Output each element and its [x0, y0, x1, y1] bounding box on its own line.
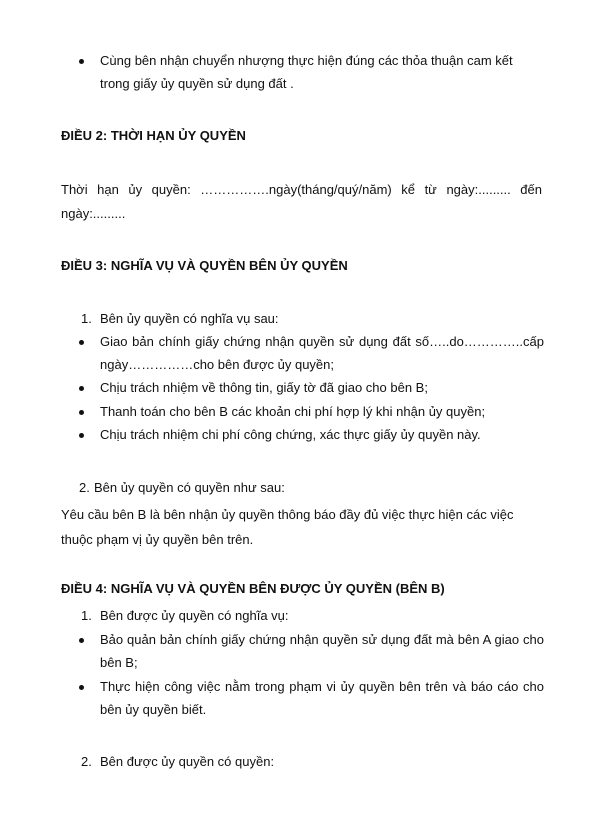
- item-text: Bên được ủy quyền có quyền:: [100, 754, 275, 769]
- article-4-item-2: [81, 751, 274, 773]
- bullet-text: Thanh toán cho bên B các khoản chi phí hợp lý khi nhận ủy quyền;: [100, 404, 486, 419]
- item-text: Bên ủy quyền có quyền như sau:: [94, 480, 285, 495]
- article-3-rights-text: Yêu cầu bên B là bên nhận ủy quyền thông báo đầy đủ việc thực hiện các việc thuộc phạm vị ủy quyền bên trên.: [61, 507, 514, 547]
- intro-bullet-text: Cùng bên nhận chuyển nhượng thực hiện đúng các thỏa thuận cam kết trong giấy ủy quyền sử dụng đất .: [100, 53, 513, 91]
- article-3-bullet-2: [79, 376, 544, 399]
- article-2-line-1: Thời hạn ủy quyền: …………….ngày(tháng/quý/năm) kể từ ngày:......... đến: [61, 182, 542, 197]
- article-4-item-1: [81, 605, 289, 627]
- article-2-heading: ĐIỀU 2: THỜI HẠN ỦY QUYỀN: [61, 128, 246, 143]
- bullet-text: Giao bản chính giấy chứng nhận quyền sử dụng đất số…..do…………..cấp ngày……………cho bên được ủy quyền;: [100, 334, 544, 372]
- article-3-item-2: [79, 477, 285, 499]
- article-4-heading: ĐIỀU 4: NGHĨA VỤ VÀ QUYỀN BÊN ĐƯỢC ỦY QUYỀN (BÊN B): [61, 581, 445, 596]
- bullet-dot-icon: [79, 410, 84, 415]
- bullet-dot-icon: [79, 638, 84, 643]
- intro-bullet: [79, 49, 544, 95]
- article-2-line-2: ngày:.........: [61, 206, 126, 221]
- article-3-bullet-4: [79, 423, 544, 446]
- article-3-item-1: [81, 308, 279, 330]
- item-number: 1.: [81, 311, 92, 326]
- article-3-heading: ĐIỀU 3: NGHĨA VỤ VÀ QUYỀN BÊN ỦY QUYỀN: [61, 258, 348, 273]
- article-4-bullet-1: [79, 628, 544, 674]
- item-text: Bên được ủy quyền có nghĩa vụ:: [100, 608, 289, 623]
- item-text: Bên ủy quyền có nghĩa vụ sau:: [100, 311, 279, 326]
- item-number: 2.: [79, 480, 90, 495]
- article-3-bullet-1: [79, 330, 544, 376]
- bullet-dot-icon: [79, 340, 84, 345]
- article-3-bullet-3: [79, 400, 544, 423]
- item-number: 1.: [81, 608, 92, 623]
- item-number: 2.: [81, 754, 92, 769]
- bullet-text: Chịu trách nhiệm chi phí công chứng, xác thực giấy ủy quyền này.: [100, 427, 481, 442]
- bullet-dot-icon: [79, 685, 84, 690]
- bullet-text: Bảo quản bản chính giấy chứng nhận quyền sử dụng đất mà bên A giao cho bên B;: [100, 632, 544, 670]
- bullet-dot-icon: [79, 433, 84, 438]
- article-4-bullet-2: [79, 675, 544, 721]
- bullet-text: Thực hiện công việc nằm trong phạm vi ủy quyền bên trên và báo cáo cho bên ủy quyền biết.: [100, 679, 544, 717]
- bullet-dot-icon: [79, 59, 84, 64]
- bullet-text: Chịu trách nhiệm về thông tin, giấy tờ đã giao cho bên B;: [100, 380, 428, 395]
- bullet-dot-icon: [79, 386, 84, 391]
